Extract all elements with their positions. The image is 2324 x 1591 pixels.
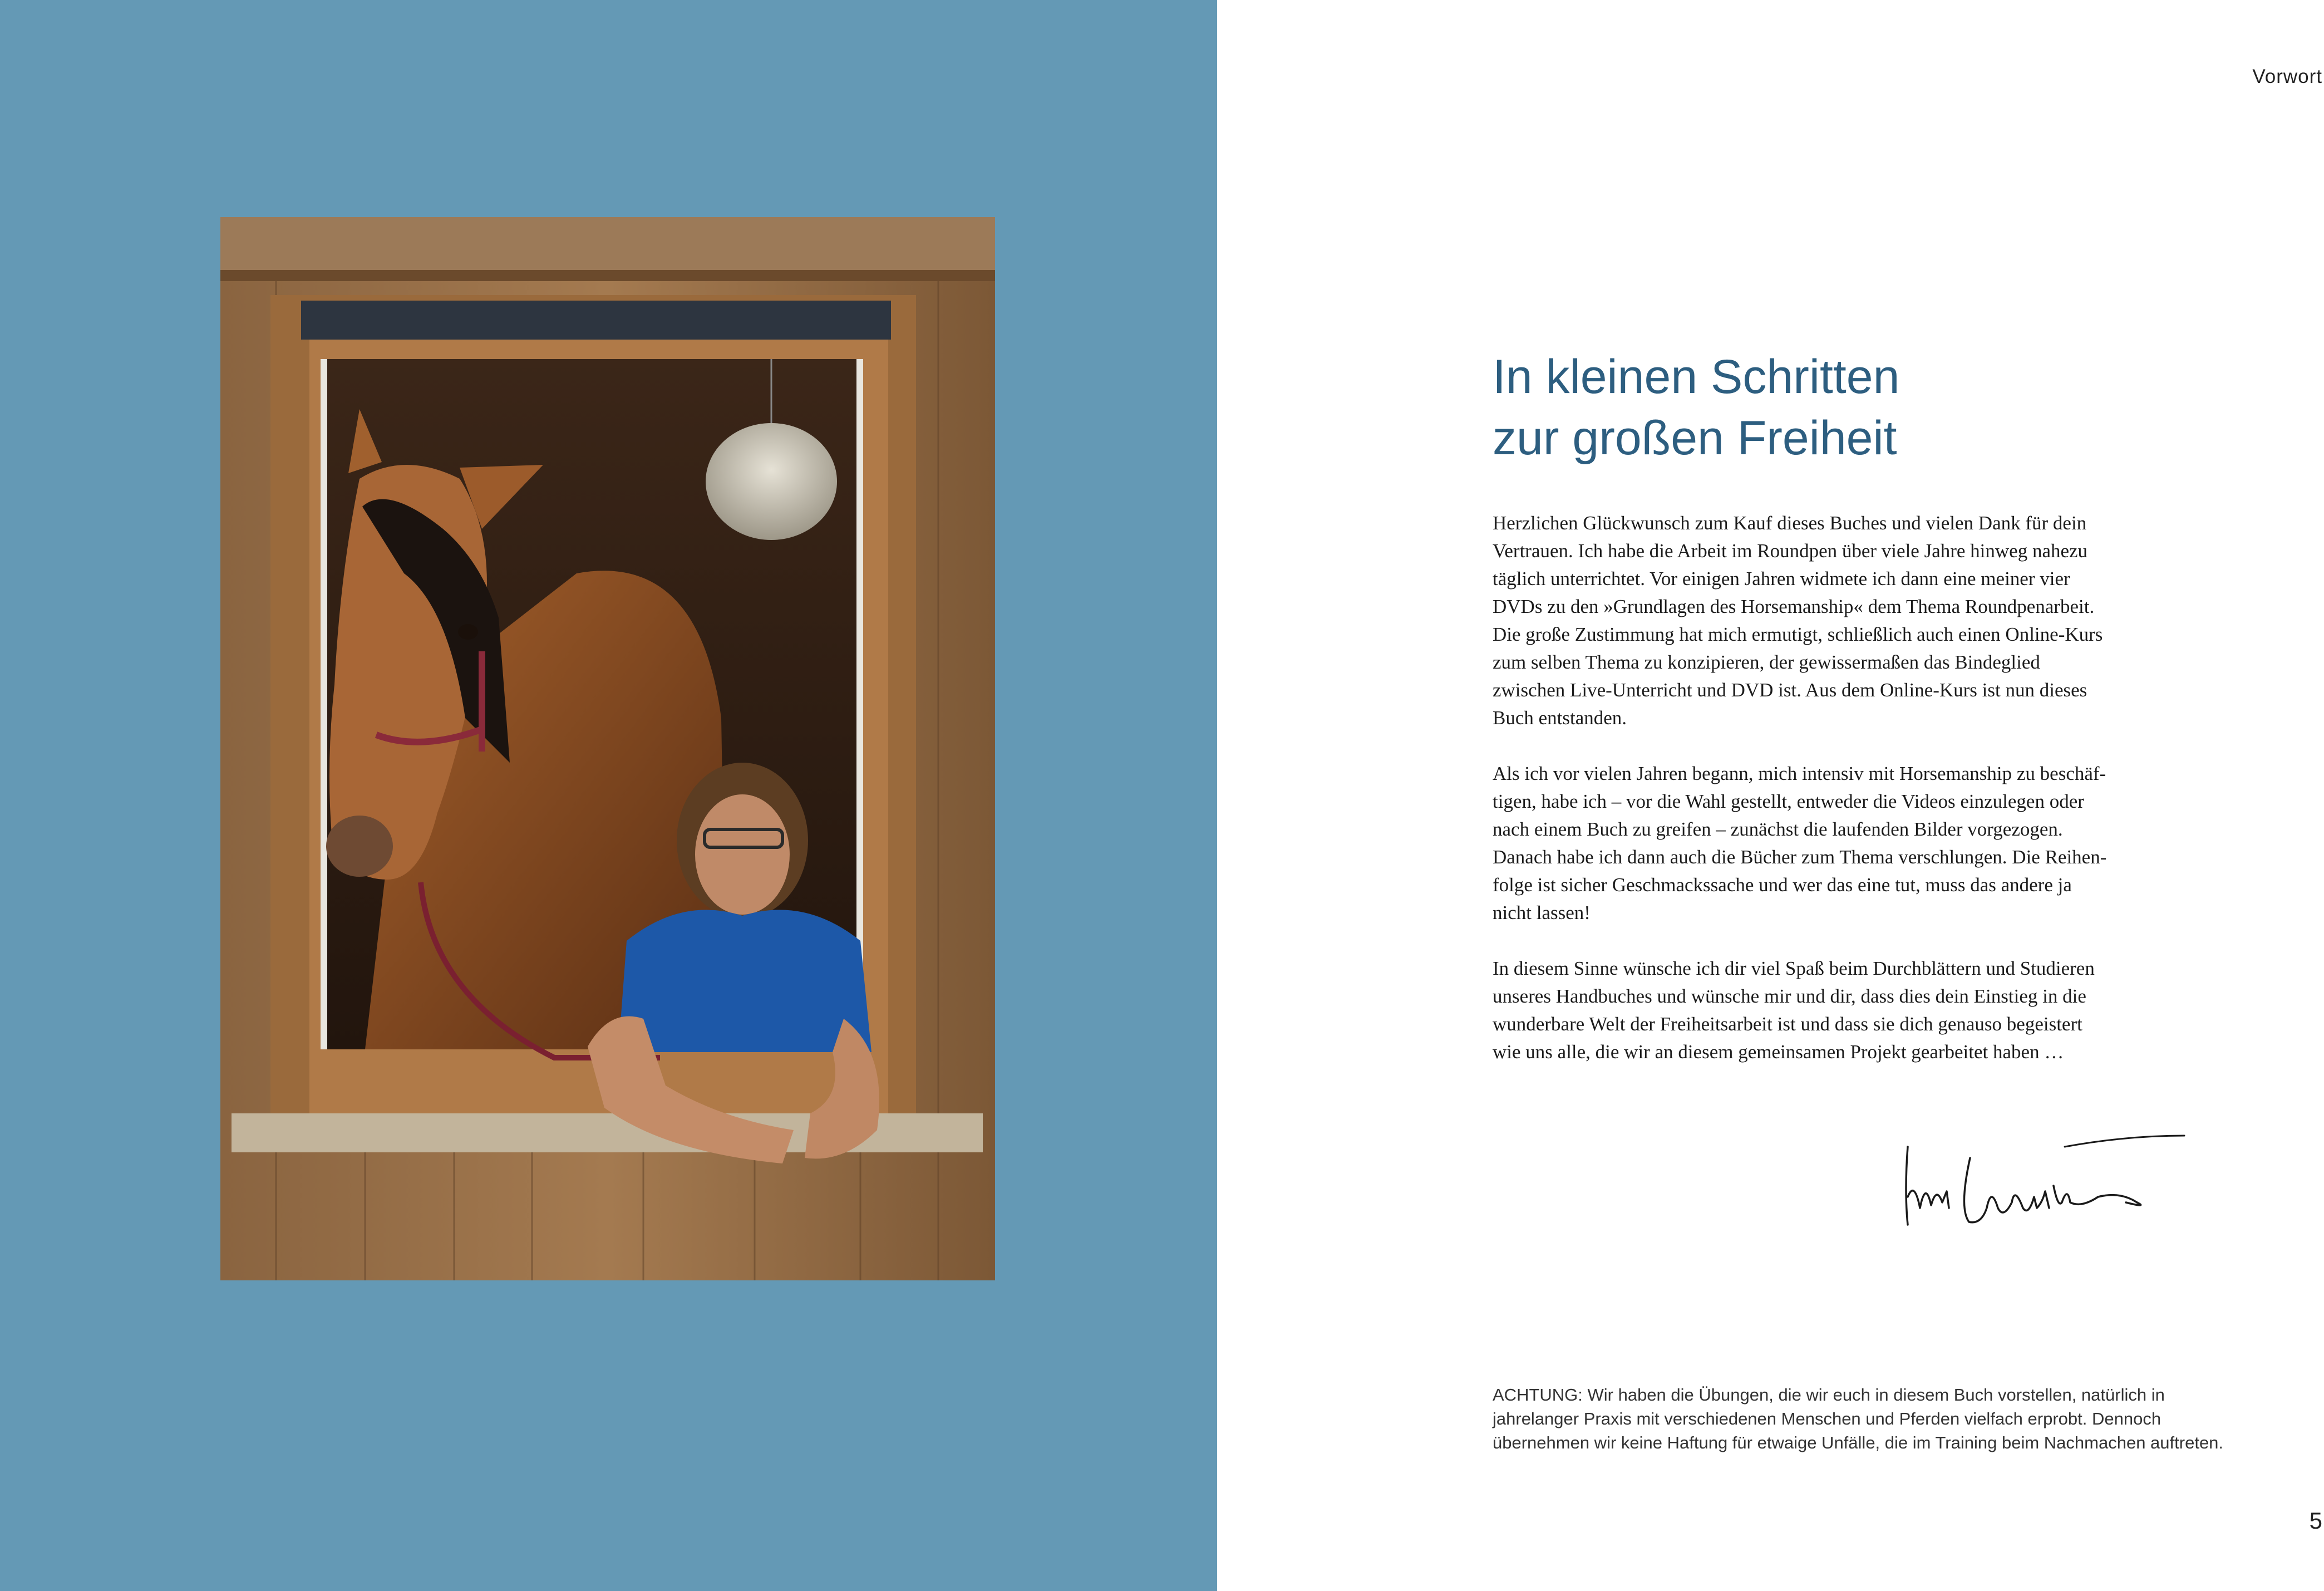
notice-line: jahrelanger Praxis mit verschiedenen Menschen und Pferden vielfach erprobt. Dennoch — [1493, 1409, 2161, 1428]
title-line: zur großen Freiheit — [1493, 411, 1897, 465]
text-line: DVDs zu den »Grundlagen des Horsemanship« dem Thema Roundpenarbeit. — [1493, 596, 2095, 617]
page-number: 5 — [2309, 1507, 2322, 1534]
section-label: Vorwort — [2252, 66, 2322, 87]
text-line: tigen, habe ich – vor die Wahl gestellt, entweder die Videos einzulegen oder — [1493, 790, 2084, 812]
photo-illustration — [220, 217, 995, 1280]
page-title — [1493, 346, 2105, 469]
title-line: In kleinen Schritten — [1493, 350, 1900, 404]
notice-line: übernehmen wir keine Haftung für etwaige Unfälle, die im Training beim Nachmachen auftreten. — [1493, 1433, 2224, 1452]
paragraph-1 — [1493, 509, 2188, 732]
text-line: In diesem Sinne wünsche ich dir viel Spaß beim Durchblättern und Studieren — [1493, 957, 2095, 979]
horse-and-man-photo — [220, 217, 995, 1280]
text-line: nach einem Buch zu greifen – zunächst die laufenden Bilder vorgezogen. — [1493, 818, 2063, 840]
text-line: Die große Zustimmung hat mich ermutigt, schließlich auch einen Online-Kurs — [1493, 623, 2103, 645]
text-line: unseres Handbuches und wünsche mir und dir, dass dies dein Einstieg in die — [1493, 985, 2086, 1007]
text-line: Danach habe ich dann auch die Bücher zum Thema verschlungen. Die Reihen- — [1493, 846, 2107, 868]
signature-drawing — [1903, 1124, 2187, 1236]
warning-notice — [1493, 1383, 2283, 1455]
text-line: folge ist sicher Geschmackssache und wer das eine tut, muss das andere ja — [1493, 874, 2072, 896]
text-line: nicht lassen! — [1493, 902, 1591, 924]
text-line: wunderbare Welt der Freiheitsarbeit ist und dass sie dich genauso begeistert — [1493, 1013, 2082, 1035]
text-line: zwischen Live-Unterricht und DVD ist. Aus dem Online-Kurs ist nun dieses — [1493, 679, 2087, 701]
notice-line: ACHTUNG: Wir haben die Übungen, die wir euch in diesem Buch vorstellen, natürlich in — [1493, 1385, 2165, 1405]
body-text — [1493, 509, 2188, 1094]
text-line: zum selben Thema zu konzipieren, der gewissermaßen das Bindeglied — [1493, 651, 2040, 673]
text-line: Als ich vor vielen Jahren begann, mich intensiv mit Horsemanship zu beschäf- — [1493, 763, 2106, 784]
text-line: Buch entstanden. — [1493, 707, 1627, 729]
text-line: Vertrauen. Ich habe die Arbeit im Roundpen über viele Jahre hinweg nahezu — [1493, 540, 2088, 562]
text-line: wie uns alle, die wir an diesem gemeinsamen Projekt gearbeitet haben … — [1493, 1041, 2064, 1063]
handwritten-signature — [1903, 1124, 2187, 1236]
paragraph-2 — [1493, 760, 2188, 927]
paragraph-3 — [1493, 955, 2188, 1066]
text-line: täglich unterrichtet. Vor einigen Jahren widmete ich dann eine meiner vier — [1493, 568, 2070, 590]
text-line: Herzlichen Glückwunsch zum Kauf dieses Buches und vielen Dank für dein — [1493, 512, 2087, 534]
